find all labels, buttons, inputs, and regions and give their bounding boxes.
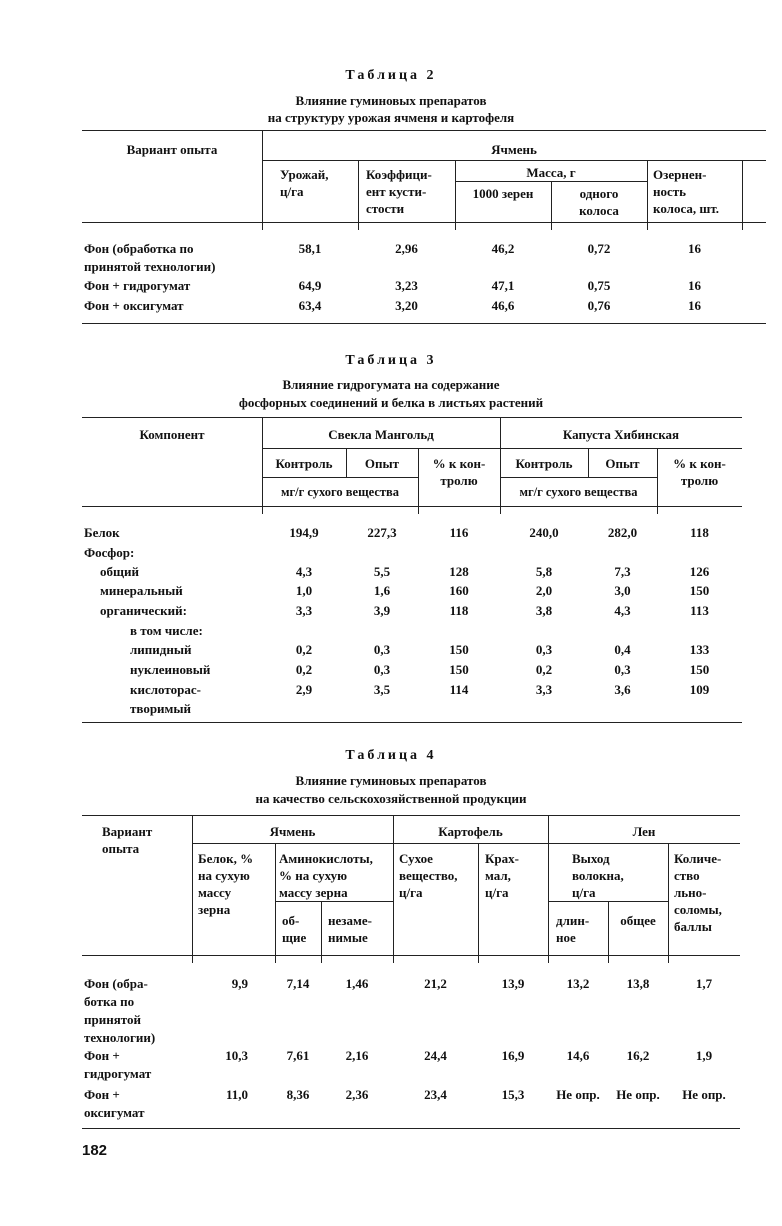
table3-cell: 227,3 bbox=[367, 525, 397, 540]
table3-row-label: кислоторас- bbox=[130, 682, 201, 697]
table2-cell: 46,6 bbox=[491, 298, 515, 313]
table3-cell: 4,3 bbox=[295, 564, 313, 579]
table3-cell: 5,5 bbox=[373, 564, 391, 579]
table3-cell: 114 bbox=[449, 682, 469, 697]
table3-cell: 2,0 bbox=[535, 583, 553, 598]
table3-cell: 3,6 bbox=[614, 682, 631, 697]
table4-cell: 1,9 bbox=[695, 1048, 713, 1063]
table4-cell: 13,9 bbox=[501, 976, 525, 991]
table2-bottom-rule bbox=[82, 323, 766, 324]
table3-cell: 3,3 bbox=[295, 603, 313, 618]
table4-col-flax: Лен bbox=[632, 824, 656, 839]
table3-cell: 133 bbox=[689, 642, 710, 657]
table3-cell: 0,2 bbox=[295, 642, 313, 657]
table2-title-line2: на структуру урожая ячменя и картофеля bbox=[267, 110, 515, 125]
table3-col-group1: Свекла Мангольд bbox=[328, 427, 434, 442]
table2-vline bbox=[647, 160, 648, 230]
table3-cell: 240,0 bbox=[529, 525, 559, 540]
table3-cell: 116 bbox=[449, 525, 469, 540]
table4-cell: Не опр. bbox=[556, 1087, 600, 1102]
table3-row-label: творимый bbox=[130, 701, 192, 716]
table4-cell: 23,4 bbox=[424, 1087, 447, 1102]
table3-cell: 1,6 bbox=[373, 583, 391, 598]
table3-bottom-rule bbox=[82, 722, 742, 723]
table3-title-line2: фосфорных соединений и белка в листьях растений bbox=[238, 395, 544, 410]
table3-cell: 0,2 bbox=[295, 662, 313, 677]
table3-top-rule bbox=[82, 417, 742, 418]
table3-col-group2: Капуста Хибинская bbox=[562, 427, 680, 442]
table3-cell: 194,9 bbox=[289, 525, 319, 540]
table4-col-protein: Белок, % на сухую массу зерна bbox=[198, 851, 254, 917]
table3-cell: 0,4 bbox=[614, 642, 631, 657]
table3-row-label: липидный bbox=[130, 642, 192, 657]
table4-col-barley: Ячмень bbox=[269, 824, 316, 839]
table4-cell: 2,36 bbox=[345, 1087, 369, 1102]
table3-cell: 2,9 bbox=[295, 682, 313, 697]
table3-cell: 126 bbox=[689, 564, 710, 579]
table4-cell: Не опр. bbox=[682, 1087, 726, 1102]
table4-col-dry: Сухое вещество, ц/га bbox=[399, 851, 458, 900]
table3-row-label: органический: bbox=[100, 603, 187, 618]
table3-row-label: в том числе: bbox=[130, 623, 203, 638]
table4-col-starch: Крах- мал, ц/га bbox=[485, 851, 519, 900]
table2-cell: 0,72 bbox=[587, 241, 611, 256]
table2-cell: 2,96 bbox=[395, 241, 418, 256]
table4-row-label: Фон + оксигумат bbox=[84, 1087, 145, 1120]
table2-col-1000: 1000 зерен bbox=[472, 186, 534, 201]
table3-cell: 3,8 bbox=[535, 603, 553, 618]
table4-cell: 14,6 bbox=[566, 1048, 590, 1063]
table4-cell: 9,9 bbox=[231, 976, 248, 991]
table2-cell: 46,2 bbox=[491, 241, 515, 256]
table2-cell: 16 bbox=[688, 298, 701, 313]
table4-cell: 15,3 bbox=[501, 1087, 525, 1102]
table3-row-label: общий bbox=[100, 564, 139, 579]
table2-col-coef: Коэффици- ент кусти- стости bbox=[366, 167, 432, 216]
table4-header-rule bbox=[82, 955, 740, 956]
table4-col-variant: Вариант опыта bbox=[102, 824, 153, 856]
table4-title-line1: Влияние гуминовых препаратов bbox=[295, 773, 487, 788]
table2-col-one: одного колоса bbox=[579, 186, 619, 218]
table4-cell: Не опр. bbox=[616, 1087, 660, 1102]
table4-cell: 1,7 bbox=[695, 976, 713, 991]
table4-amino-rule bbox=[275, 901, 393, 902]
table3-cell: 3,9 bbox=[373, 603, 391, 618]
table4-cell: 16,9 bbox=[501, 1048, 525, 1063]
table3-group-rule bbox=[262, 448, 742, 449]
table2-vline bbox=[358, 160, 359, 230]
table2-header-rule bbox=[82, 222, 766, 223]
table3-cell: 4,3 bbox=[614, 603, 631, 618]
table2-cell: 58,1 bbox=[298, 241, 322, 256]
table3-header-rule bbox=[82, 506, 742, 507]
table3-row-label: Белок bbox=[84, 525, 120, 540]
table3-cell: 113 bbox=[690, 603, 709, 618]
table4-col-long: длин- ное bbox=[556, 913, 590, 945]
table2-cell: 63,4 bbox=[298, 298, 322, 313]
table4-row-label: Фон + гидрогумат bbox=[84, 1048, 152, 1081]
table3-cell: 118 bbox=[449, 603, 469, 618]
table4-col-potato: Картофель bbox=[438, 824, 503, 839]
table2-cell: 3,23 bbox=[395, 278, 418, 293]
table2-cell: 0,76 bbox=[587, 298, 611, 313]
table4-cell: 13,2 bbox=[566, 976, 590, 991]
table3-col-exp: Опыт bbox=[364, 456, 400, 471]
table2-top-rule bbox=[82, 130, 766, 131]
table3-cell: 0,2 bbox=[535, 662, 553, 677]
table4-caption: Таблица 4 bbox=[345, 748, 437, 763]
table4-cell: 11,0 bbox=[225, 1087, 248, 1102]
table4-top-rule bbox=[82, 815, 740, 816]
table4-title-line2: на качество сельскохозяйственной продукции bbox=[255, 791, 527, 806]
table2-cell: 47,1 bbox=[491, 278, 515, 293]
table2-row-label: Фон + оксигумат bbox=[84, 298, 184, 313]
table3-col-component: Компонент bbox=[139, 427, 205, 442]
table2-vline bbox=[742, 160, 743, 230]
table4-col-straw: Количе- ство льно- соломы, баллы bbox=[674, 851, 722, 934]
table4-vline bbox=[668, 843, 669, 963]
table2-cell: 16 bbox=[688, 278, 701, 293]
table3-cell: 3,0 bbox=[614, 583, 631, 598]
table4-vline bbox=[321, 901, 322, 963]
table3-cell: 0,3 bbox=[373, 662, 391, 677]
table2-row-label: Фон (обработка по принятой технологии) bbox=[84, 241, 216, 274]
table3-col-unit: мг/г сухого вещества bbox=[280, 485, 400, 499]
table3-cell: 150 bbox=[449, 642, 469, 657]
table2-col-mass: Масса, г bbox=[526, 165, 576, 180]
table2-caption: Таблица 2 bbox=[345, 68, 437, 83]
table4-col-fiber: Выход волокна, ц/га bbox=[572, 851, 624, 900]
table3-col-exp: Опыт bbox=[605, 456, 640, 471]
table2-col-grain: Озернен- ность колоса, шт. bbox=[653, 167, 720, 216]
table2-col-group: Ячмень bbox=[491, 142, 537, 157]
table3-cell: 282,0 bbox=[607, 525, 638, 540]
table2-cell: 3,20 bbox=[395, 298, 418, 313]
table4-cell: 24,4 bbox=[424, 1048, 447, 1063]
table3-col-control: Контроль bbox=[515, 456, 573, 471]
table2-group-rule bbox=[262, 160, 766, 161]
table3-row-label: нуклеиновый bbox=[130, 662, 211, 677]
table4-vline bbox=[478, 843, 479, 963]
table3-cell: 128 bbox=[449, 564, 469, 579]
table2-cell: 64,9 bbox=[298, 278, 322, 293]
table3-col-pct: % к кон- тролю bbox=[673, 456, 726, 488]
table3-caption: Таблица 3 bbox=[345, 353, 437, 368]
table3-title-line1: Влияние гидрогумата на содержание bbox=[282, 377, 500, 392]
table4-col-amino: Аминокислоты, % на сухую массу зерна bbox=[279, 851, 373, 900]
table4-vline bbox=[275, 843, 276, 963]
table3-cell: 150 bbox=[689, 583, 710, 598]
table3-col-pct: % к кон- тролю bbox=[432, 456, 486, 488]
table4-cell: 1,46 bbox=[345, 976, 369, 991]
table2-row-label: Фон + гидрогумат bbox=[84, 278, 191, 293]
table3-row-label: Фосфор: bbox=[84, 545, 135, 560]
table3-cell: 150 bbox=[449, 662, 469, 677]
table3-cell: 1,0 bbox=[295, 583, 313, 598]
table3-cell: 5,8 bbox=[535, 564, 553, 579]
table4-cell: 16,2 bbox=[626, 1048, 650, 1063]
table3-cell: 7,3 bbox=[614, 564, 631, 579]
table2-cell: 0,75 bbox=[587, 278, 611, 293]
table2-col-variant: Вариант опыта bbox=[126, 142, 218, 157]
table2-col-yield: Урожай, ц/га bbox=[280, 167, 329, 199]
table3-cell: 109 bbox=[689, 682, 710, 697]
table3-col-control: Контроль bbox=[275, 456, 333, 471]
table3-row-label: минеральный bbox=[100, 583, 183, 598]
table3-cell: 3,3 bbox=[535, 682, 553, 697]
table3-cell: 118 bbox=[690, 525, 709, 540]
page-number: 182 bbox=[82, 1142, 108, 1159]
table4-col-nonessential: незаме- нимые bbox=[328, 913, 372, 945]
table3-cell: 3,5 bbox=[373, 682, 391, 697]
table4-bottom-rule bbox=[82, 1128, 740, 1129]
table3-cell: 0,3 bbox=[373, 642, 391, 657]
table2-cell: 16 bbox=[688, 241, 701, 256]
table3-unit-rule bbox=[262, 477, 418, 478]
table3-unit-rule bbox=[500, 477, 657, 478]
table4-cell: 8,36 bbox=[286, 1087, 310, 1102]
table2-title-line1: Влияние гуминовых препаратов bbox=[295, 93, 487, 108]
table3-cell: 160 bbox=[449, 583, 469, 598]
table4-row-label: Фон (обра- ботка по принятой технологии) bbox=[84, 976, 156, 1045]
table3-cell: 0,3 bbox=[614, 662, 631, 677]
table4-cell: 7,14 bbox=[286, 976, 310, 991]
table4-vline bbox=[608, 901, 609, 963]
table3-cell: 150 bbox=[689, 662, 710, 677]
table3-cell: 0,3 bbox=[535, 642, 553, 657]
table4-cell: 2,16 bbox=[345, 1048, 369, 1063]
table3-col-unit: мг/г сухого вещества bbox=[519, 485, 638, 499]
table4-cell: 10,3 bbox=[225, 1048, 248, 1063]
table4-col-common: общее bbox=[620, 913, 656, 928]
table4-cell: 13,8 bbox=[626, 976, 650, 991]
table4-col-total: об- щие bbox=[282, 913, 307, 945]
table4-cell: 7,61 bbox=[286, 1048, 310, 1063]
table4-cell: 21,2 bbox=[424, 976, 447, 991]
